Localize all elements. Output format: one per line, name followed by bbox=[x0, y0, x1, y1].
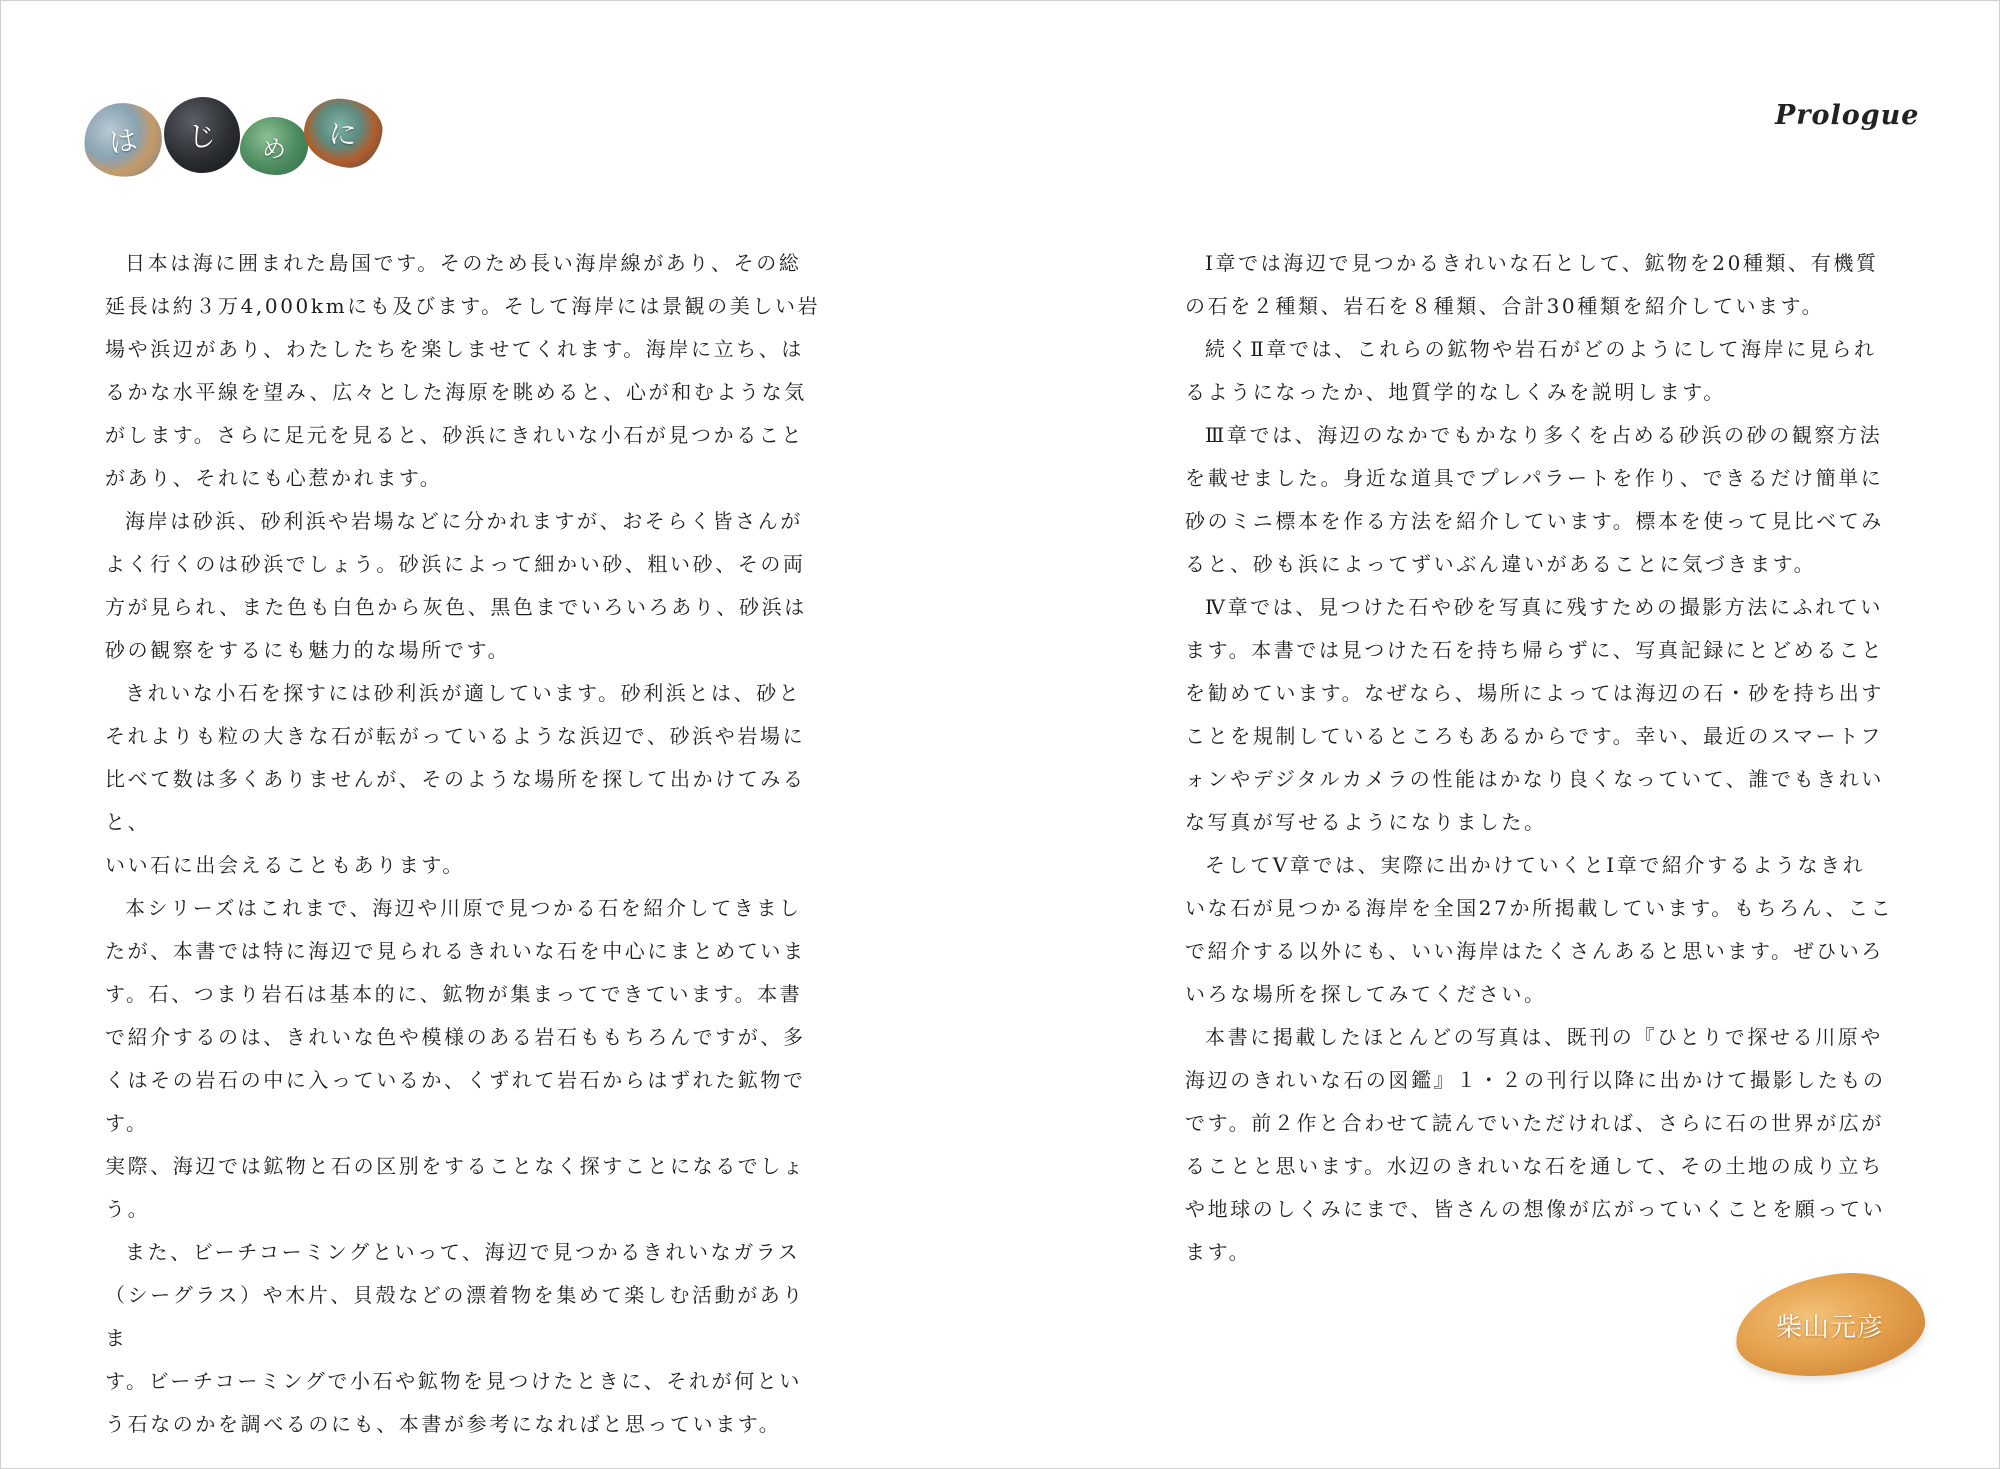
paragraph: 本書に掲載したほとんどの写真は、既刊の『ひとりで探せる川原や 海辺のきれいな石の図鑑』１・２の刊行以降に出かけて撮影したもの です。前２作と合わせて読んでいただければ、さらに石の世界が広が ることと思います。水辺のきれいな石を通して、その土地の成り立ち や地球のしくみにまで、皆さんの想像が広がっていくことを願ってい ます。 bbox=[1185, 1025, 1886, 1264]
paragraph: Ⅰ章では海辺で見つかるきれいな石として、鉱物を20種類、有機質 の石を２種類、岩石を８種類、合計30種類を紹介しています。 bbox=[1185, 251, 1879, 318]
stone-heading-char-4: に bbox=[301, 95, 386, 171]
prologue-title: Prologue bbox=[1775, 100, 1920, 131]
stone-heading-char-1: は bbox=[79, 98, 167, 182]
stone-heading-char-2: じ bbox=[164, 97, 240, 173]
paragraph: 日本は海に囲まれた島国です。そのため長い海岸線があり、その総 延長は約３万4,000kmにも及びます。そして海岸には景観の美しい岩 場や浜辺があり、わたしたちを楽しませてくれます。海岸に立ち、は るかな水平線を望み、広々とした海原を眺めると、心が和むような気 がします。さらに足元を見ると、砂浜にきれいな小石が見つかること があり、それにも心惹かれます。 bbox=[105, 251, 821, 490]
paragraph: また、ビーチコーミングといって、海辺で見つかるきれいなガラス （シーグラス）や木片、貝殻などの漂着物を集めて楽しむ活動がありま す。ビーチコーミングで小石や鉱物を見つけたときに、それが何とい う石なのかを調べるのにも、本書が参考になればと思っています。 bbox=[105, 1240, 805, 1436]
author-signature bbox=[1735, 1275, 1925, 1375]
left-body-text bbox=[105, 242, 825, 1446]
paragraph: Ⅳ章では、見つけた石や砂を写真に残すための撮影方法にふれてい ます。本書では見つけた石を持ち帰らずに、写真記録にとどめること を勧めています。なぜなら、場所によっては海辺の石・砂を持ち出す ことを規制しているところもあるからです。幸い、最近のスマートフ ォンやデジタルカメラの性能はかなり良くなっていて、誰でもきれい な写真が写せるようになりました。 bbox=[1185, 595, 1884, 834]
paragraph: Ⅲ章では、海辺のなかでもかなり多くを占める砂浜の砂の観察方法 を載せました。身近な道具でプレパラートを作り、できるだけ簡単に 砂のミニ標本を作る方法を紹介しています。標本を使って見比べてみ ると、砂も浜によってずいぶん違いがあることに気づきます。 bbox=[1185, 423, 1884, 576]
right-page bbox=[1000, 0, 2000, 1469]
stone-heading-char-3: め bbox=[240, 117, 308, 175]
paragraph: きれいな小石を探すには砂利浜が適しています。砂利浜とは、砂と それよりも粒の大きな石が転がっているような浜辺で、砂浜や岩場に 比べて数は多くありませんが、そのような場所を探して出かけてみると、 いい石に出会えることもあります。 bbox=[105, 681, 806, 877]
heading-stones bbox=[80, 95, 400, 185]
paragraph: そしてⅤ章では、実際に出かけていくとⅠ章で紹介するようなきれ いな石が見つかる海岸を全国27か所掲載しています。もちろん、ここ で紹介する以外にも、いい海岸はたくさんあると思います。ぜひいろ いろな場所を探してみてください。 bbox=[1185, 853, 1894, 1006]
right-body-text bbox=[1185, 242, 1905, 1274]
paragraph: 続くⅡ章では、これらの鉱物や岩石がどのようにして海岸に見られ るようになったか、地質学的なしくみを説明します。 bbox=[1185, 337, 1877, 404]
author-name: 柴山元彦 bbox=[1775, 1313, 1884, 1343]
paragraph: 海岸は砂浜、砂利浜や岩場などに分かれますが、おそらく皆さんが よく行くのは砂浜でしょう。砂浜によって細かい砂、粗い砂、その両 方が見られ、また色も白色から灰色、黒色までいろいろあり、砂浜は 砂の観察をするにも魅力的な場所です。 bbox=[105, 509, 807, 662]
paragraph: 本シリーズはこれまで、海辺や川原で見つかる石を紹介してきまし たが、本書では特に海辺で見られるきれいな石を中心にまとめていま す。石、つまり岩石は基本的に、鉱物が集まってできています。本書 で紹介するのは、きれいな色や模様のある岩石ももちろんですが、多 くはその岩石の中に入っているか、くずれて岩石からはずれた鉱物です。 実際、海辺では鉱物と石の区別をすることなく探すことになるでしょう。 bbox=[105, 896, 806, 1221]
